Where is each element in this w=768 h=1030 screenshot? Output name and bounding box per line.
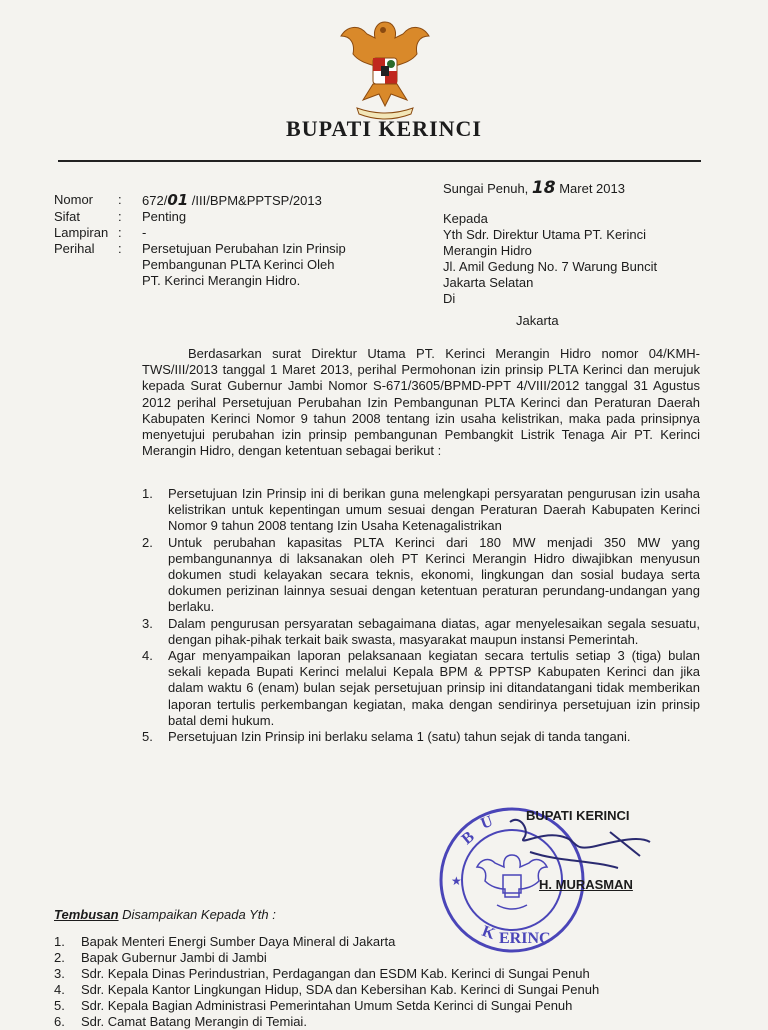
meta-row-lampiran xyxy=(54,225,412,241)
list-text: Sdr. Kepala Kantor Lingkungan Hidup, SDA dan Kebersihan Kab. Kerinci di Sungai Penuh xyxy=(81,982,600,997)
svg-text:★: ★ xyxy=(451,874,462,888)
date-day-handwritten: 18 xyxy=(531,178,556,198)
meta-row-sifat xyxy=(54,209,412,225)
list-number: 1. xyxy=(54,934,65,949)
svg-text:ERINC: ERINC xyxy=(499,930,551,947)
cc-list xyxy=(54,934,674,1030)
list-item xyxy=(54,934,674,950)
nomor-suffix: /III/BPM&PPTSP/2013 xyxy=(188,193,322,208)
recipient-line: Jakarta Selatan xyxy=(443,275,534,290)
letter-date xyxy=(443,178,625,198)
meta-colon: : xyxy=(118,225,122,240)
list-number: 3. xyxy=(54,966,65,981)
list-text: Sdr. Kepala Dinas Perindustrian, Perdagangan dan ESDM Kab. Kerinci di Sungai Penuh xyxy=(81,966,590,981)
recipient-line: Di xyxy=(443,291,456,306)
recipient-line: Kepada xyxy=(443,211,488,226)
list-number: 2. xyxy=(54,950,65,965)
list-number: 3. xyxy=(142,615,153,631)
nomor-prefix: 672/ xyxy=(142,193,168,208)
body-paragraph: Berdasarkan surat Direktur Utama PT. Kerinci Merangin Hidro nomor 04/KMH-TWS/III/2013 tanggal 1 Maret 2013, perihal Permohonan izin prinsip PLTA Kerinci dan merujuk kepada Surat Gubernur Jambi Nomor S-671/3605/BPMD-PPT 4/VIII/2012 tanggal 31 Agustus 2012 perihal Persetujuan Perubahan Izin Pembangunan PLTA Kerinci dan Peraturan Daerah Kabupaten Kerinci Nomor 9 tahun 2008 tentang izin usaha kelistrikan, maka pada prinsipnya menyetujui perubahan izin prinsip pembangunan Pembangkit Listrik Tenaga Air PT. Kerinci Merangin Hidro, dengan ketentuan sebagai berikut : xyxy=(142,346,700,459)
list-number: 4. xyxy=(142,648,153,664)
perihal-line: PT. Kerinci Merangin Hidro. xyxy=(142,273,301,288)
letter-body xyxy=(142,346,700,459)
list-item xyxy=(142,486,700,535)
garuda-emblem-icon xyxy=(333,14,437,122)
letter-meta xyxy=(54,192,412,289)
header-divider xyxy=(58,160,701,162)
list-number: 6. xyxy=(54,1014,65,1029)
list-item xyxy=(142,648,700,729)
meta-label: Perihal xyxy=(54,241,95,256)
signatory-name: H. MURASMAN xyxy=(539,877,633,892)
svg-text:U: U xyxy=(478,812,496,833)
recipient-line: Merangin Hidro xyxy=(443,243,532,258)
perihal-line: Pembangunan PLTA Kerinci Oleh xyxy=(142,257,335,272)
list-item xyxy=(54,998,674,1014)
list-number: 4. xyxy=(54,982,65,997)
list-text: Dalam pengurusan persyaratan sebagaimana diatas, agar menyelesaikan segala sesuatu, dengan pihak-pihak terkait baik swasta, masyarakat maupun instansi Pemerintah. xyxy=(168,615,700,647)
list-text: Sdr. Camat Batang Merangin di Temiai. xyxy=(81,1014,307,1029)
meta-colon: : xyxy=(118,192,122,207)
list-number: 5. xyxy=(142,729,153,745)
svg-text:B: B xyxy=(458,828,478,849)
meta-row-perihal xyxy=(54,241,412,289)
list-number: 5. xyxy=(54,998,65,1013)
signatory-title: BUPATI KERINCI xyxy=(526,808,630,823)
cc-heading xyxy=(54,907,276,922)
recipient-city: Jakarta xyxy=(516,313,559,328)
list-text: Sdr. Kepala Bagian Administrasi Pemerintahan Umum Setda Kerinci di Sungai Penuh xyxy=(81,998,573,1013)
meta-value-sifat: Penting xyxy=(142,209,187,224)
list-text: Bapak Gubernur Jambi di Jambi xyxy=(81,950,267,965)
list-number: 1. xyxy=(142,486,153,501)
conditions-list xyxy=(142,486,700,745)
letterhead-title: BUPATI KERINCI xyxy=(286,116,482,141)
perihal-line: Persetujuan Perubahan Izin Prinsip xyxy=(142,241,346,256)
list-item xyxy=(142,535,700,616)
svg-text:K: K xyxy=(479,922,498,944)
list-text: Persetujuan Izin Prinsip ini di berikan guna melengkapi persyaratan pengurusan izin usaha kelistrikan untuk kepentingan umum sesuai dengan Peraturan Daerah Kabupaten Kerinci Nomor 9 tahun 2008 tentang Izin Usaha Ketenagalistrikan xyxy=(168,486,700,534)
list-item xyxy=(54,966,674,982)
list-item xyxy=(142,729,700,745)
list-item xyxy=(142,616,700,648)
meta-colon: : xyxy=(118,241,122,256)
meta-label: Lampiran xyxy=(54,225,109,240)
list-text: Agar menyampaikan laporan pelaksanaan kegiatan secara tertulis setiap 3 (tiga) bulan sekali kepada Bupati Kerinci melalui Kepala BPM & PPTSP Kabupaten Kerinci dan jika dalam waktu 6 (enam) bulan sejak persetujuan prinsip ini ditandatangani tidak memberikan laporan tertulis perkembangan kegiatan, maka dengan sendirinya persetujuan izin prinsip batal demi hukum. xyxy=(168,648,700,728)
list-item xyxy=(54,982,674,998)
list-text: Persetujuan Izin Prinsip ini berlaku selama 1 (satu) tahun sejak di tanda tangani. xyxy=(168,729,631,745)
meta-value-lampiran: - xyxy=(142,225,147,240)
date-place: Sungai Penuh, xyxy=(443,181,529,196)
nomor-handwritten: 01 xyxy=(167,191,189,209)
meta-value-nomor xyxy=(142,192,412,209)
meta-label: Sifat xyxy=(54,209,81,224)
cc-heading-rest: Disampaikan Kepada Yth : xyxy=(118,907,276,922)
recipient-line: Yth Sdr. Direktur Utama PT. Kerinci xyxy=(443,227,647,242)
date-month-year: Maret 2013 xyxy=(559,181,625,196)
meta-label: Nomor xyxy=(54,192,94,207)
meta-row-nomor xyxy=(54,192,412,209)
meta-colon: : xyxy=(118,209,122,224)
recipient-line: Jl. Amil Gedung No. 7 Warung Buncit xyxy=(443,259,658,274)
meta-value-perihal xyxy=(142,241,412,289)
list-text: Bapak Menteri Energi Sumber Daya Mineral di Jakarta xyxy=(81,934,396,949)
list-number: 2. xyxy=(142,534,153,550)
list-item xyxy=(54,950,674,966)
list-item xyxy=(54,1014,674,1030)
list-text: Untuk perubahan kapasitas PLTA Kerinci dari 180 MW menjadi 350 MW yang pembangunannya di laksanakan oleh PT Kerinci Merangin Hidro diwajibkan menyusun dokumen studi kelayakan secara teknis, ekonomi, lingkungan dan sosial budaya serta dokumen perizinan lainnya sesuai dengan ketentuan peraturan perundang-undangan yang berlaku. xyxy=(168,534,700,615)
recipient-block xyxy=(443,211,657,329)
cc-label: Tembusan xyxy=(54,907,119,922)
